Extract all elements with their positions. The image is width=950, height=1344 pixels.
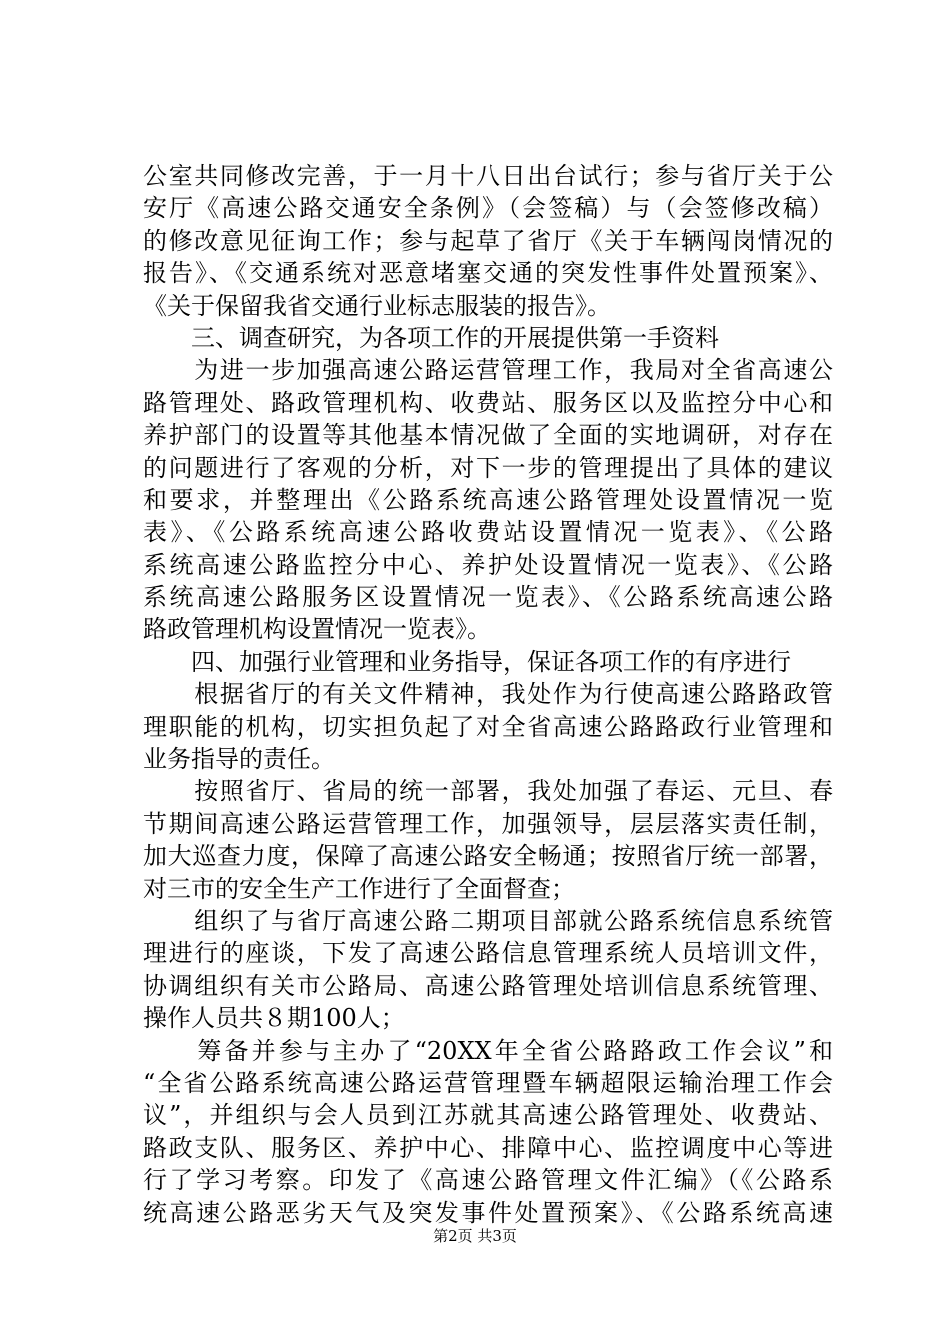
text-line: 和要求，并整理出《公路系统高速公路管理处设置情况一览 bbox=[143, 485, 833, 514]
text-line: 的问题进行了客观的分析，对下一步的管理提出了具体的建议 bbox=[143, 453, 833, 482]
text-line: “全省公路系统高速公路运营管理暨车辆超限运输治理工作会 bbox=[143, 1068, 833, 1097]
text-line: 路政支队、服务区、养护中心、排障中心、监控调度中心等进 bbox=[143, 1133, 833, 1162]
text-line: 的修改意见征询工作；参与起草了省厅《关于车辆闯岗情况的 bbox=[143, 226, 833, 255]
text-line: 理职能的机构，切实担负起了对全省高速公路路政行业管理和 bbox=[143, 712, 833, 741]
text-line: 对三市的安全生产工作进行了全面督查； bbox=[143, 874, 575, 903]
text-line: 公室共同修改完善，于一月十八日出台试行；参与省厅关于公 bbox=[143, 162, 833, 190]
text-line: 按照省厅、省局的统一部署，我处加强了春运、元旦、春 bbox=[143, 777, 833, 806]
body-text bbox=[143, 160, 843, 1229]
text-line: 路政管理机构设置情况一览表》。 bbox=[143, 615, 491, 644]
text-line: 表》、《公路系统高速公路收费站设置情况一览表》、《公路 bbox=[143, 518, 833, 547]
text-line: 行了学习考察。印发了《高速公路管理文件汇编》（《公路系 bbox=[143, 1166, 833, 1195]
text-line: 节期间高速公路运营管理工作，加强领导，层层落实责任制， bbox=[143, 809, 833, 838]
text-line: 组织了与省厅高速公路二期项目部就公路系统信息系统管 bbox=[143, 906, 833, 935]
text-line: 路管理处、路政管理机构、收费站、服务区以及监控分中心和 bbox=[143, 388, 833, 417]
text-line: 根据省厅的有关文件精神，我处作为行使高速公路路政管 bbox=[143, 680, 833, 709]
text-line: 《关于保留我省交通行业标志服装的报告》。 bbox=[143, 291, 611, 320]
text-line: 业务指导的责任。 bbox=[143, 745, 335, 774]
text-line: 议”，并组织与会人员到江苏就其高速公路管理处、收费站、 bbox=[143, 1101, 833, 1130]
page-footer: 第2页 共3页 bbox=[433, 1227, 517, 1245]
text-line: 协调组织有关市公路局、高速公路管理处培训信息系统管理、 bbox=[143, 971, 833, 1000]
text-line: 筹备并参与主办了“20XX年全省公路路政工作会议”和 bbox=[143, 1036, 833, 1065]
text-line: 安厅《高速公路交通安全条例》（会签稿）与（会签修改稿） bbox=[143, 194, 833, 223]
text-line: 为进一步加强高速公路运营管理工作，我局对全省高速公 bbox=[143, 356, 833, 385]
text-line: 四、加强行业管理和业务指导，保证各项工作的有序进行 bbox=[143, 647, 791, 676]
text-line: 养护部门的设置等其他基本情况做了全面的实地调研，对存在 bbox=[143, 421, 833, 450]
text-line: 加大巡查力度，保障了高速公路安全畅通；按照省厅统一部署， bbox=[143, 842, 833, 871]
text-line: 报告》、《交通系统对恶意堵塞交通的突发性事件处置预案》、 bbox=[143, 259, 833, 288]
text-line: 操作人员共８期100人； bbox=[143, 1004, 405, 1033]
text-line: 三、调查研究，为各项工作的开展提供第一手资料 bbox=[143, 323, 719, 352]
text-line: 系统高速公路服务区设置情况一览表》、《公路系统高速公路 bbox=[143, 583, 833, 612]
text-line: 系统高速公路监控分中心、养护处设置情况一览表》、《公路 bbox=[143, 550, 833, 579]
text-line: 统高速公路恶劣天气及突发事件处置预案》、《公路系统高速 bbox=[143, 1198, 833, 1227]
text-line: 理进行的座谈，下发了高速公路信息管理系统人员培训文件， bbox=[143, 939, 833, 968]
